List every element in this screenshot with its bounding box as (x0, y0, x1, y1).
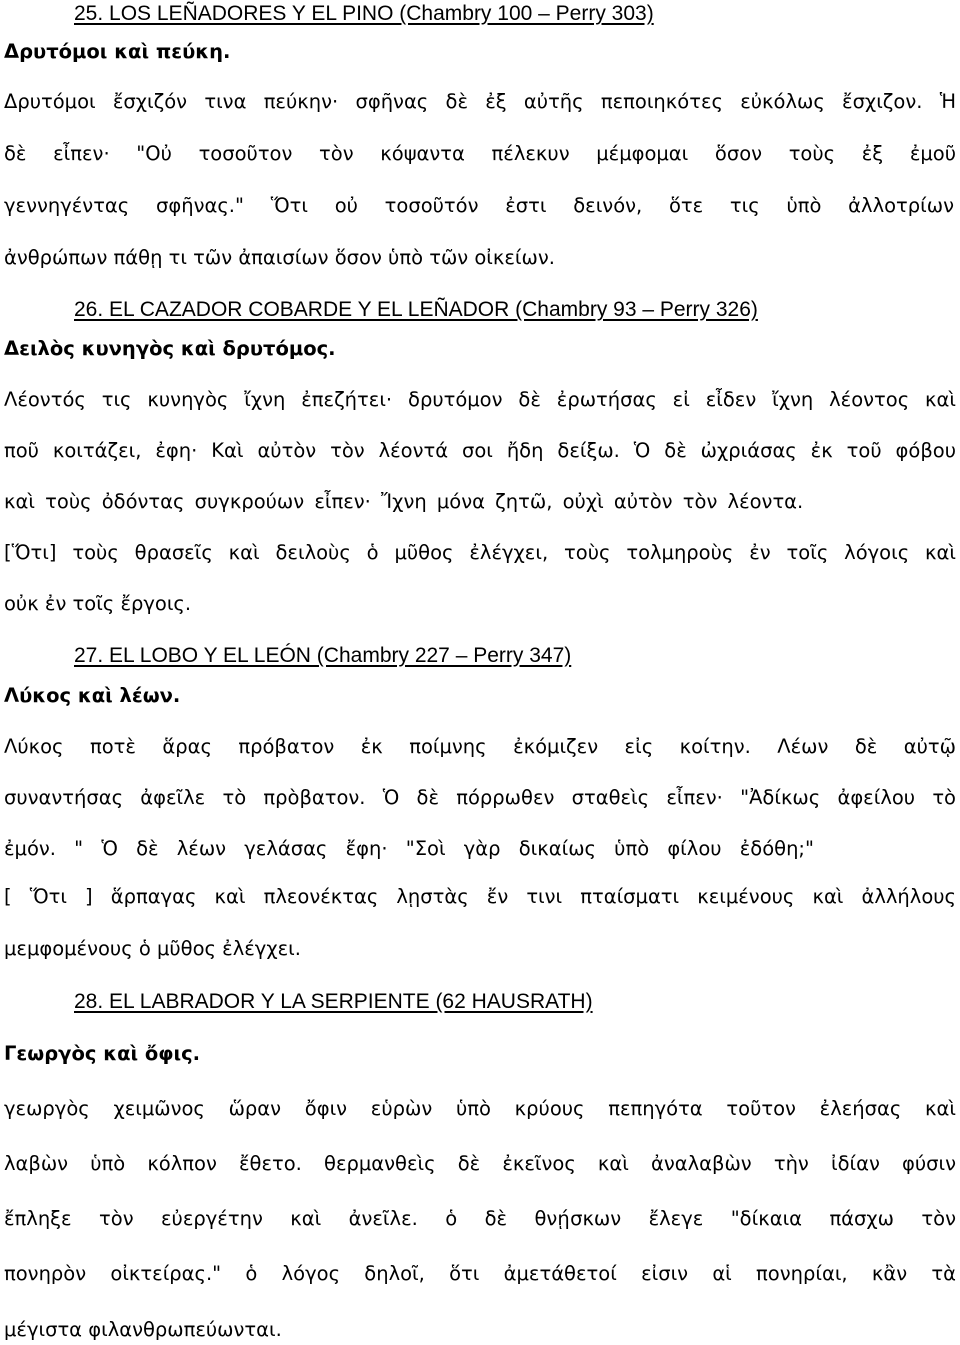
text-line: γεωργὸς χειμῶνος ὥραν ὄφιν εὑρὼν ὑπὸ κρύους πεπηγότα τοῦτον ἐλεήσας καὶ (4, 1097, 956, 1120)
text-line: καὶ τοὺς ὀδόντας συγκρούων εἶπεν· Ἴχνη μόνα ζητῶ, οὐχὶ αὐτὸν τὸν λέοντα. (4, 490, 804, 513)
text-line: δὲ εἶπεν· "Οὐ τοσοῦτον τὸν κόψαντα πέλεκυν μέμφομαι ὅσον τοὺς ἐξ ἐμοῦ (4, 142, 956, 165)
fable-heading: 26. EL CAZADOR COBARDE Y EL LEÑADOR (Chambry 93 – Perry 326) (74, 298, 758, 321)
text-line: Δρυτόμοι ἔσχιζόν τινα πεύκην· σφῆνας δὲ ἐξ αὐτῆς πεποιηκότες εὐκόλως ἔσχιζον. Ἡ (4, 90, 956, 113)
greek-title: Λύκος καὶ λέων. (4, 684, 181, 707)
text-line: Λύκος ποτὲ ἅρας πρόβατον ἐκ ποίμνης ἐκόμιζεν εἰς κοίτην. Λέων δὲ αὐτῷ (4, 735, 956, 758)
text-line: μέγιστα φιλανθρωπεύωνται. (4, 1318, 282, 1341)
text-line: Λέοντός τις κυνηγὸς ἴχνη ἐπεζήτει· δρυτόμον δὲ ἐρωτήσας εἰ εἶδεν ἴχνη λέοντος καὶ (4, 388, 956, 411)
greek-title: Δρυτόμοι καὶ πεύκη. (4, 40, 231, 63)
greek-title: Γεωργὸς καὶ ὄφις. (4, 1042, 201, 1065)
text-line: [Ὅτι] τοὺς θρασεῖς καὶ δειλοὺς ὁ μῦθος ἐλέγχει, τοὺς τολμηροὺς ἐν τοῖς λόγοις καὶ (4, 541, 956, 564)
text-line: γεννηγέντας σφῆνας." Ὅτι οὐ τοσοῦτόν ἐστι δεινόν, ὅτε τις ὑπὸ ἀλλοτρίων (4, 194, 954, 217)
text-line: [ Ὅτι ] ἅρπαγας καὶ πλεονέκτας λῃστὰς ἔν τινι πταίσματι κειμένους καὶ ἀλλήλους (4, 885, 956, 908)
text-line: συναντήσας ἀφεῖλε τὸ πρὸβατον. Ὁ δὲ πόρρωθεν σταθεὶς εἶπεν· "Ἀδίκως ἀφείλου τὸ (4, 786, 956, 809)
text-line: ἐμόν. " Ὁ δὲ λέων γελάσας ἔφη· "Σοὶ γὰρ δικαίως ὑπὸ φίλου ἐδόθη;" (4, 837, 814, 860)
text-line: ποῦ κοιτάζει, ἐφη· Καὶ αὐτὸν τὸν λέοντά σοι ἤδη δείξω. Ὁ δὲ ὠχριάσας ἐκ τοῦ φόβου (4, 439, 956, 462)
fable-heading: 25. LOS LEÑADORES Y EL PINO (Chambry 100 – Perry 303) (74, 2, 654, 25)
text-line: ἀνθρώπων πάθῃ τι τῶν ἀπαισίων ὅσον ὑπὸ τῶν οἰκείων. (4, 246, 555, 269)
text-line: οὐκ ἐν τοῖς ἔργοις. (4, 592, 192, 615)
fable-heading: 28. EL LABRADOR Y LA SERPIENTE (62 HAUSRATH) (74, 990, 593, 1013)
greek-title: Δειλὸς κυνηγὸς καὶ δρυτόμος. (4, 337, 336, 360)
text-line: ἔπληξε τὸν εὐεργέτην καὶ ἀνεῖλε. ὁ δὲ θνῄσκων ἔλεγε "δίκαια πάσχω τὸν (4, 1207, 956, 1230)
text-line: μεμφομένους ὁ μῦθος ἐλέγχει. (4, 937, 301, 960)
text-line: λαβὼν ὑπὸ κόλπον ἔθετο. θερμανθεὶς δὲ ἐκεῖνος καὶ ἀναλαβὼν τὴν ἰδίαν φύσιν (4, 1152, 956, 1175)
fable-heading: 27. EL LOBO Y EL LEÓN (Chambry 227 – Perry 347) (74, 644, 572, 667)
text-line: πονηρὸν οἰκτείρας." ὁ λόγος δηλοῖ, ὅτι ἀμετάθετοί εἰσιν αἱ πονηρίαι, κἂν τὰ (4, 1262, 956, 1285)
